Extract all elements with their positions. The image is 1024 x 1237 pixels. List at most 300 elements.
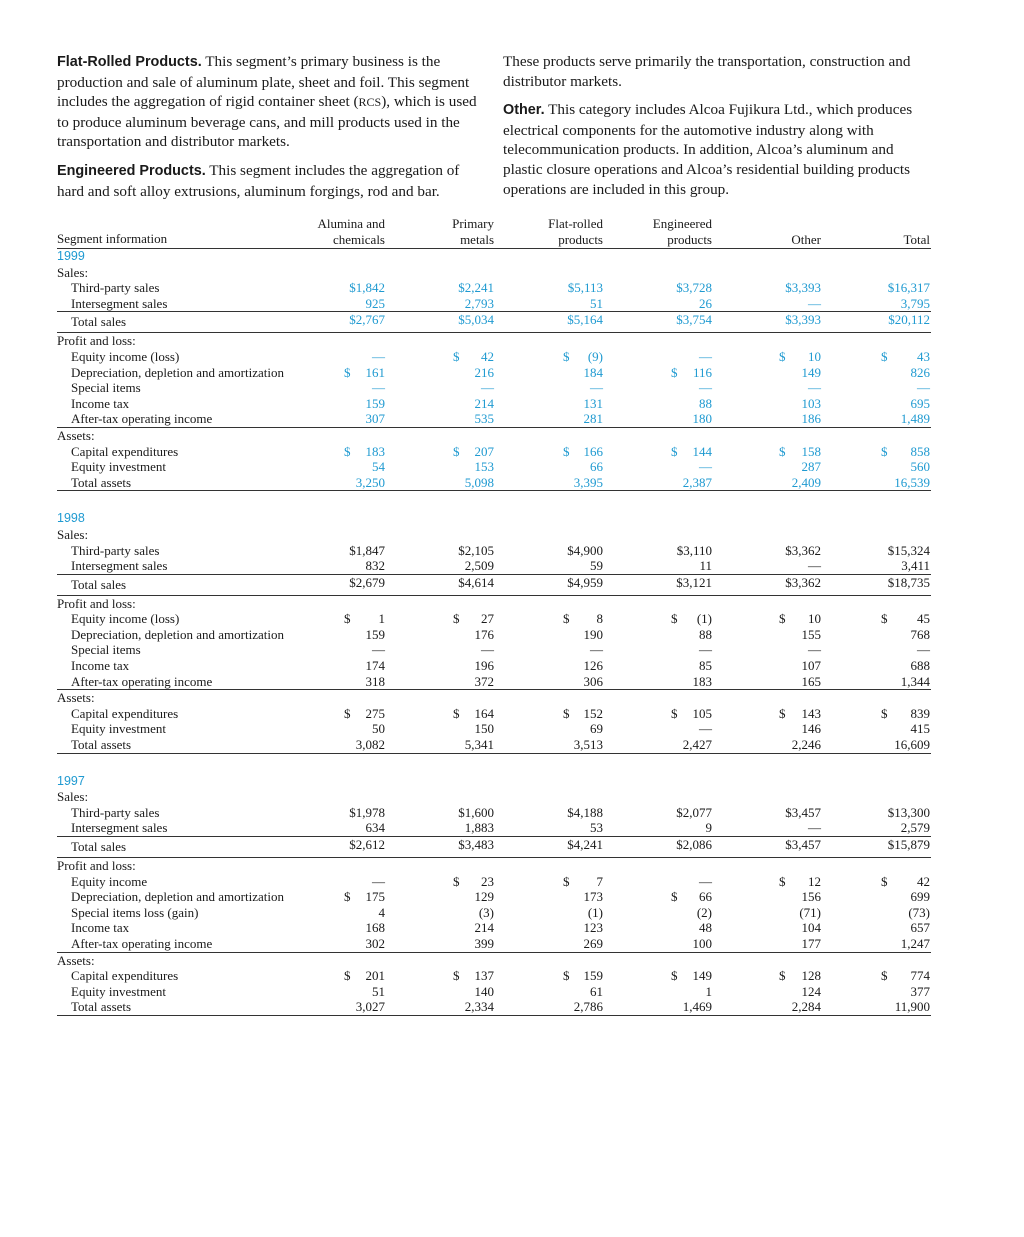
table-cell: 27 (481, 611, 494, 627)
table-cell: $3,121 (676, 574, 712, 590)
table-cell: 183 (692, 673, 712, 689)
segment-information-label: Segment information (57, 231, 168, 247)
dollar-sign: $ (563, 968, 570, 984)
table-row (57, 280, 931, 296)
dollar-sign: $ (344, 611, 351, 627)
table-cell: — (372, 348, 385, 364)
column-header-line1: Alumina and (317, 216, 385, 231)
table-cell: 307 (365, 411, 385, 427)
table-cell: $1,847 (349, 542, 385, 558)
table-cell: $13,300 (887, 804, 930, 820)
table-cell: 196 (474, 658, 494, 674)
dollar-sign: $ (671, 705, 678, 721)
table-cell: 54 (372, 459, 385, 475)
table-cell: 100 (692, 935, 712, 951)
table-cell: 174 (365, 658, 385, 674)
sales-section-label (57, 265, 931, 281)
flat-rolled-paragraph (57, 52, 487, 152)
table-cell: 1,469 (682, 999, 712, 1015)
table-cell: — (808, 380, 821, 396)
dollar-sign: $ (453, 348, 460, 364)
dollar-sign: $ (779, 348, 786, 364)
table-row (57, 475, 931, 492)
table-cell: $1,842 (349, 280, 385, 296)
table-cell: 695 (910, 395, 930, 411)
table-row (57, 874, 931, 890)
table-cell: 269 (583, 935, 603, 951)
row-label: Total sales (71, 576, 127, 592)
table-cell: 214 (474, 395, 494, 411)
dollar-sign: $ (671, 889, 678, 905)
table-row (57, 459, 931, 475)
table-cell: 10 (808, 348, 821, 364)
year-heading (57, 511, 931, 527)
table-row (57, 611, 931, 627)
table-cell: 5,098 (464, 474, 494, 490)
table-cell: 3,795 (900, 295, 930, 311)
table-row (57, 312, 931, 332)
table-row (57, 380, 931, 396)
row-label: Third-party sales (71, 280, 160, 296)
table-cell: (1) (587, 904, 603, 920)
table-cell: 50 (372, 721, 385, 737)
table-cell: $3,457 (785, 837, 821, 852)
table-row (57, 396, 931, 412)
table-cell: 155 (801, 626, 821, 642)
table-cell: $15,879 (887, 837, 930, 852)
table-cell: $2,086 (676, 837, 712, 852)
table-cell: $3,393 (785, 280, 821, 296)
table-row (57, 543, 931, 559)
table-cell: — (372, 642, 385, 658)
dollar-sign: $ (779, 968, 786, 984)
table-cell: 173 (583, 889, 603, 905)
table-cell: 2,246 (791, 737, 821, 753)
table-cell: 164 (474, 705, 494, 721)
table-cell: 42 (917, 873, 930, 889)
table-cell: 53 (590, 820, 603, 836)
sales-section-label-label: Sales: (57, 264, 89, 280)
table-cell: — (917, 380, 930, 396)
table-row (57, 674, 931, 690)
row-label: Total assets (71, 737, 132, 753)
column-header-alumina-chemicals (265, 216, 385, 247)
table-cell: $3,457 (785, 804, 821, 820)
other-paragraph (503, 100, 923, 199)
table-row (57, 984, 931, 1000)
dollar-sign: $ (344, 705, 351, 721)
table-row (57, 968, 931, 984)
dollar-sign: $ (881, 348, 888, 364)
table-cell: 159 (365, 626, 385, 642)
table-cell: 159 (583, 968, 603, 984)
table-cell: 51 (590, 295, 603, 311)
table-cell: — (808, 295, 821, 311)
table-row (57, 999, 931, 1016)
table-cell: $3,483 (458, 837, 494, 852)
table-cell: (3) (478, 904, 494, 920)
table-cell: 166 (583, 443, 603, 459)
table-cell: 177 (801, 935, 821, 951)
table-cell: 2,509 (464, 558, 494, 574)
table-cell: 150 (474, 721, 494, 737)
table-cell: 9 (705, 820, 712, 836)
column-header-line2: Other (791, 231, 821, 247)
table-cell: $5,113 (567, 280, 603, 296)
table-header (57, 216, 931, 249)
table-cell: $20,112 (888, 312, 930, 328)
table-cell: — (808, 558, 821, 574)
table-cell: 560 (910, 459, 930, 475)
table-cell: 281 (583, 411, 603, 427)
table-cell: $3,362 (785, 574, 821, 590)
table-cell: 1,344 (900, 673, 930, 689)
other-text: This category includes Alcoa Fujikura Ltd., which produces electrical components for the automotive industry along with telecommunication products. In addition, Alcoa’s aluminum and plastic closure operations and Alcoa’s residential building products operations are included in this group. (503, 101, 913, 198)
column-header-total (810, 216, 930, 247)
table-cell: 2,409 (791, 474, 821, 490)
table-cell: $4,188 (567, 804, 603, 820)
table-cell: — (590, 642, 603, 658)
table-cell: 214 (474, 920, 494, 936)
table-cell: $1,978 (349, 804, 385, 820)
dollar-sign: $ (881, 873, 888, 889)
intro-left-column (57, 52, 487, 210)
assets-section-label-label: Assets: (57, 427, 95, 443)
table-cell: 144 (692, 443, 712, 459)
flat-rolled-text-b: ), which is used to produce aluminum beverage cans, and mill products used in the transportation and distributor markets. (57, 93, 477, 151)
table-cell: 774 (910, 968, 930, 984)
row-label: Depreciation, depletion and amortization (71, 364, 284, 380)
segment-information-table (57, 216, 931, 1016)
row-label: Equity investment (71, 983, 166, 999)
table-cell: — (917, 642, 930, 658)
table-cell: 165 (801, 673, 821, 689)
table-cell: 3,411 (901, 558, 930, 574)
table-cell: $5,164 (567, 312, 603, 328)
table-cell: 159 (365, 395, 385, 411)
intro-right-column (503, 52, 923, 208)
row-label: Total sales (71, 839, 127, 854)
row-label: Special items (71, 642, 141, 658)
table-cell: 832 (365, 558, 385, 574)
table-row (57, 642, 931, 658)
table-cell: 12 (808, 873, 821, 889)
table-cell: 103 (801, 395, 821, 411)
table-cell: $16,317 (887, 280, 930, 296)
continuation-paragraph: These products serve primarily the transportation, construction and distributor markets. (503, 53, 911, 90)
table-cell: 61 (590, 983, 603, 999)
table-row (57, 349, 931, 365)
table-cell: 16,609 (894, 737, 930, 753)
table-cell: $3,754 (676, 312, 712, 328)
table-cell: 186 (801, 411, 821, 427)
table-cell: 85 (699, 658, 712, 674)
table-row (57, 920, 931, 936)
table-cell: 128 (801, 968, 821, 984)
column-header-line1: Engineered (652, 216, 712, 231)
dollar-sign: $ (563, 611, 570, 627)
assets-section-label (57, 427, 931, 444)
row-label: Total assets (71, 999, 132, 1015)
table-cell: 161 (365, 364, 385, 380)
table-cell: — (808, 820, 821, 836)
sales-section-label-label: Sales: (57, 526, 89, 542)
dollar-sign: $ (779, 443, 786, 459)
table-row (57, 905, 931, 921)
row-label: Depreciation, depletion and amortization (71, 889, 284, 905)
column-header-line2: chemicals (333, 231, 385, 247)
table-cell: — (372, 380, 385, 396)
table-cell: 59 (590, 558, 603, 574)
table-cell: 657 (910, 920, 930, 936)
flat-rolled-heading: Flat-Rolled Products. (57, 54, 202, 70)
table-cell: $4,959 (567, 574, 603, 590)
row-label: Income tax (71, 658, 130, 674)
column-header-line1 (810, 216, 930, 232)
table-cell: $2,767 (349, 312, 385, 328)
table-row (57, 936, 931, 952)
column-header-primary-metals (374, 216, 494, 247)
row-label: Capital expenditures (71, 968, 179, 984)
table-cell: 48 (699, 920, 712, 936)
table-cell: 143 (801, 705, 821, 721)
table-cell: 3,513 (573, 737, 603, 753)
table-cell: 116 (692, 364, 712, 380)
table-cell: 201 (365, 968, 385, 984)
table-cell: $2,105 (458, 542, 494, 558)
table-row (57, 558, 931, 575)
table-cell: $3,728 (676, 280, 712, 296)
table-cell: — (590, 380, 603, 396)
dollar-sign: $ (881, 968, 888, 984)
table-cell: $2,679 (349, 574, 385, 590)
table-cell: 1,247 (900, 935, 930, 951)
table-cell: $15,324 (887, 542, 930, 558)
table-cell: 372 (474, 673, 494, 689)
table-cell: — (699, 642, 712, 658)
table-cell: $4,614 (458, 574, 494, 590)
table-row (57, 411, 931, 427)
dollar-sign: $ (453, 873, 460, 889)
column-header-engineered (592, 216, 712, 247)
table-body (57, 249, 931, 1016)
assets-section-label (57, 952, 931, 969)
table-cell: $4,900 (567, 542, 603, 558)
table-cell: 3,250 (355, 474, 385, 490)
profit-section-label-label: Profit and loss: (57, 858, 136, 873)
table-row (57, 706, 931, 722)
table-cell: — (699, 380, 712, 396)
row-label: Equity income (loss) (71, 611, 180, 627)
year-heading-label: 1998 (57, 511, 85, 526)
table-cell: — (481, 380, 494, 396)
table-row (57, 658, 931, 674)
table-cell: 306 (583, 673, 603, 689)
row-label: Capital expenditures (71, 443, 179, 459)
table-cell: $18,735 (887, 574, 930, 590)
row-label: Intersegment sales (71, 558, 168, 574)
table-cell: 131 (583, 395, 603, 411)
table-row (57, 365, 931, 381)
table-row (57, 737, 931, 754)
dollar-sign: $ (881, 611, 888, 627)
table-cell: $3,393 (785, 312, 821, 328)
table-cell: 699 (910, 889, 930, 905)
table-cell: — (808, 642, 821, 658)
table-cell: 129 (474, 889, 494, 905)
table-cell: 302 (365, 935, 385, 951)
dollar-sign: $ (344, 443, 351, 459)
table-cell: $2,241 (458, 280, 494, 296)
dollar-sign: $ (671, 968, 678, 984)
dollar-sign: $ (671, 443, 678, 459)
table-cell: 415 (910, 721, 930, 737)
table-cell: 156 (801, 889, 821, 905)
engineered-heading: Engineered Products. (57, 162, 206, 179)
table-cell: (2) (696, 904, 712, 920)
table-cell: 124 (801, 983, 821, 999)
table-cell: $1,600 (458, 804, 494, 820)
row-label: Total sales (71, 314, 127, 330)
dollar-sign: $ (453, 443, 460, 459)
table-cell: 2,793 (464, 295, 494, 311)
table-cell: 126 (583, 658, 603, 674)
table-cell: — (699, 459, 712, 475)
row-label: Equity income (loss) (71, 348, 180, 364)
row-label: Income tax (71, 920, 130, 936)
dollar-sign: $ (671, 364, 678, 380)
table-cell: 184 (583, 364, 603, 380)
table-row (57, 837, 931, 857)
row-label: Equity income (71, 873, 148, 889)
table-cell: — (699, 873, 712, 889)
dollar-sign: $ (344, 968, 351, 984)
table-cell: 3,082 (355, 737, 385, 753)
table-cell: 137 (474, 968, 494, 984)
profit-section-label (57, 595, 931, 612)
table-cell: 43 (917, 348, 930, 364)
table-cell: 158 (801, 443, 821, 459)
column-header-line1: Primary (452, 216, 494, 231)
table-cell: 2,579 (900, 820, 930, 836)
table-cell: 4 (378, 904, 385, 920)
table-row (57, 627, 931, 643)
table-cell: 149 (692, 968, 712, 984)
column-header-line1 (701, 216, 821, 232)
table-cell: 1,883 (464, 820, 494, 836)
dollar-sign: $ (881, 443, 888, 459)
table-cell: $3,362 (785, 542, 821, 558)
table-cell: 1,489 (900, 411, 930, 427)
table-cell: 10 (808, 611, 821, 627)
table-cell: 149 (801, 364, 821, 380)
row-label: Special items loss (gain) (71, 904, 199, 920)
table-cell: 153 (474, 459, 494, 475)
engineered-paragraph (57, 161, 487, 201)
table-cell: 105 (692, 705, 712, 721)
table-cell: 858 (910, 443, 930, 459)
sales-section-label-label: Sales: (57, 789, 89, 805)
table-cell: 768 (910, 626, 930, 642)
table-cell: — (699, 721, 712, 737)
dollar-sign: $ (563, 348, 570, 364)
row-label: Special items (71, 380, 141, 396)
year-spacer (57, 491, 931, 511)
table-cell: 287 (801, 459, 821, 475)
table-row (57, 296, 931, 313)
row-label: Intersegment sales (71, 295, 168, 311)
table-cell: 152 (583, 705, 603, 721)
table-cell: (1) (696, 611, 712, 627)
year-heading (57, 774, 931, 790)
dollar-sign: $ (563, 443, 570, 459)
table-cell: $2,612 (349, 837, 385, 852)
table-cell: 51 (372, 983, 385, 999)
profit-section-label (57, 332, 931, 349)
row-label: Intersegment sales (71, 820, 168, 836)
table-cell: 104 (801, 920, 821, 936)
rcs-abbrev: RCS (358, 95, 382, 110)
year-spacer (57, 754, 931, 774)
table-cell: 88 (699, 626, 712, 642)
table-cell: (73) (908, 904, 930, 920)
column-header-line2: Total (903, 231, 930, 247)
row-label: Depreciation, depletion and amortization (71, 626, 284, 642)
table-cell: 2,334 (464, 999, 494, 1015)
table-cell: $5,034 (458, 312, 494, 328)
row-label: Third-party sales (71, 804, 160, 820)
table-cell: 190 (583, 626, 603, 642)
table-cell: $4,241 (567, 837, 603, 852)
dollar-sign: $ (671, 611, 678, 627)
sales-section-label (57, 789, 931, 805)
row-label: Total assets (71, 474, 132, 490)
table-cell: 688 (910, 658, 930, 674)
table-cell: 107 (801, 658, 821, 674)
column-header-line2: metals (460, 231, 494, 247)
table-row (57, 889, 931, 905)
dollar-sign: $ (881, 705, 888, 721)
table-cell: 26 (699, 295, 712, 311)
year-heading-label: 1997 (57, 773, 85, 788)
table-cell: 45 (917, 611, 930, 627)
row-label: Equity investment (71, 721, 166, 737)
table-cell: 16,539 (894, 474, 930, 490)
table-cell: 69 (590, 721, 603, 737)
table-row (57, 721, 931, 737)
table-row (57, 575, 931, 595)
table-cell: 5,341 (464, 737, 494, 753)
table-cell: 66 (590, 459, 603, 475)
table-cell: 2,786 (573, 999, 603, 1015)
table-cell: 3,395 (573, 474, 603, 490)
table-row (57, 805, 931, 821)
row-label: After-tax operating income (71, 935, 213, 951)
table-cell: 275 (365, 705, 385, 721)
table-cell: $3,110 (676, 542, 712, 558)
table-cell: 839 (910, 705, 930, 721)
table-cell: 23 (481, 873, 494, 889)
dollar-sign: $ (563, 705, 570, 721)
column-header-other (701, 216, 821, 247)
table-cell: 2,427 (682, 737, 712, 753)
table-cell: 146 (801, 721, 821, 737)
table-cell: 180 (692, 411, 712, 427)
table-cell: 7 (596, 873, 603, 889)
table-cell: 925 (365, 295, 385, 311)
dollar-sign: $ (779, 611, 786, 627)
table-cell: 2,284 (791, 999, 821, 1015)
